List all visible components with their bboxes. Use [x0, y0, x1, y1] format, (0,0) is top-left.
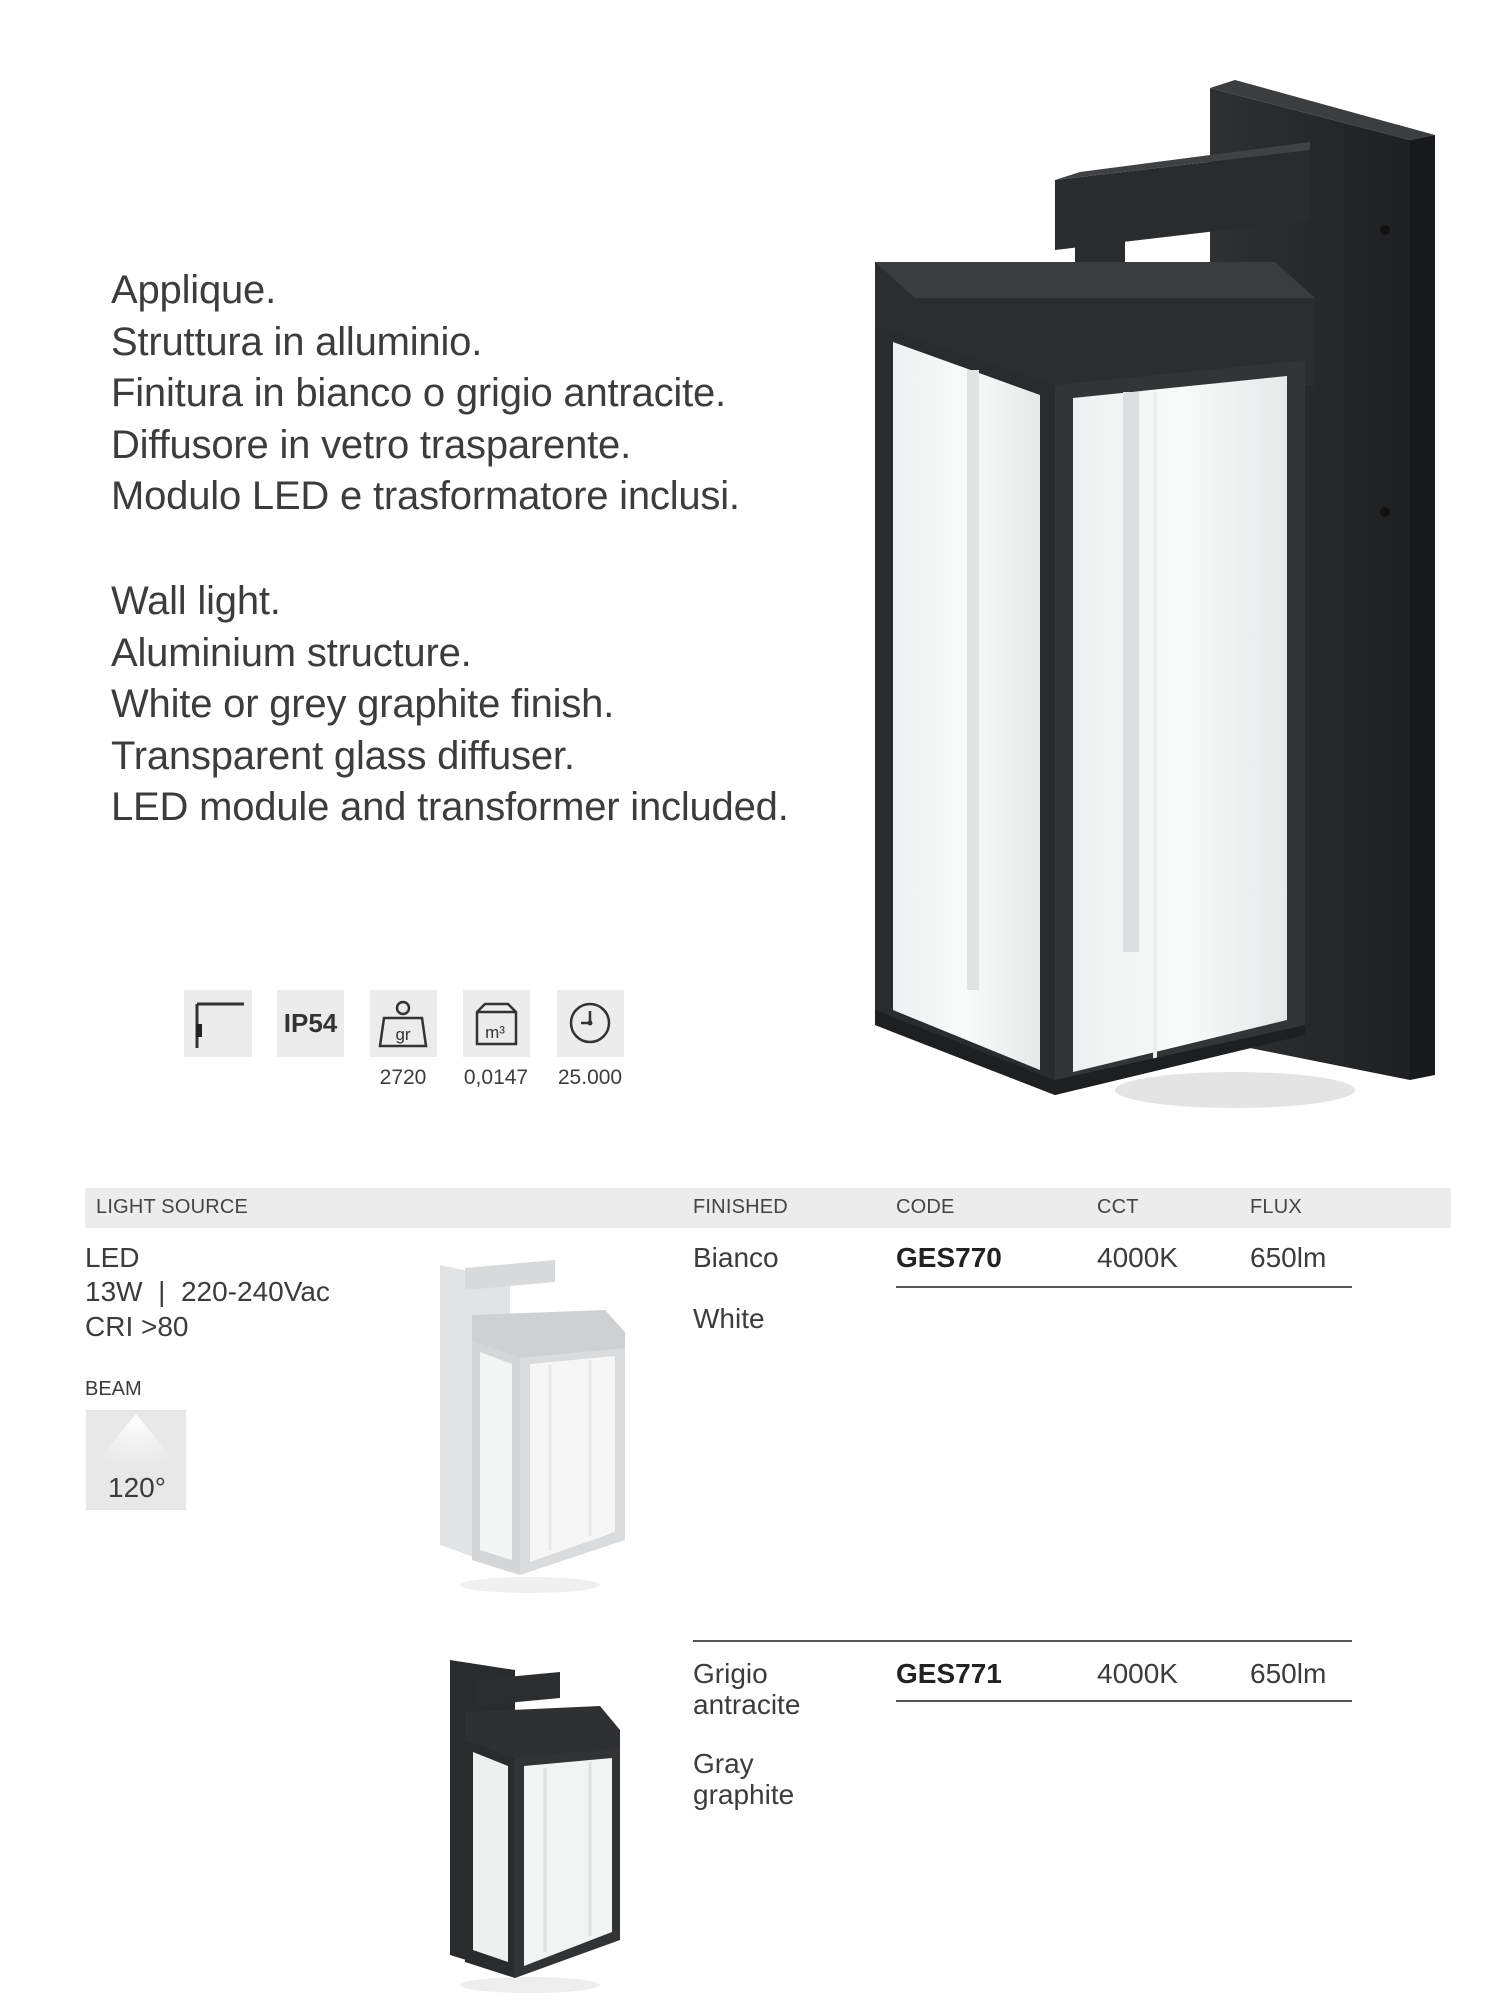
volume-value: 0,0147	[463, 1066, 529, 1089]
finish-en: Gray graphite	[693, 1748, 795, 1810]
volume-m3-icon	[463, 990, 530, 1057]
beam-label: BEAM	[85, 1378, 142, 1400]
ip-rating-label: IP54	[283, 1008, 338, 1038]
finish-it: Bianco	[693, 1242, 779, 1273]
header-light-source: LIGHT SOURCE	[96, 1196, 249, 1218]
description-line: Finitura in bianco o grigio antracite.	[111, 371, 726, 415]
description-line: Aluminium structure.	[111, 630, 472, 675]
row-divider	[896, 1286, 1352, 1288]
description-line: Applique.	[111, 268, 276, 312]
product-code: GES771	[896, 1658, 1002, 1689]
light-source-cri: CRI >80	[85, 1311, 189, 1342]
flux-value: 650lm	[1250, 1658, 1327, 1689]
ip-rating-badge	[277, 990, 344, 1057]
row-divider	[693, 1640, 1352, 1642]
description-line: LED module and transformer included.	[111, 785, 789, 829]
cct-value: 4000K	[1097, 1658, 1178, 1689]
header-code: CODE	[896, 1196, 955, 1218]
header-flux: FLUX	[1250, 1196, 1302, 1218]
svg-text:gr: gr	[395, 1025, 411, 1044]
beam-angle: 120°	[108, 1472, 166, 1503]
finish-it: Grigio antracite	[693, 1658, 801, 1720]
row-divider	[896, 1700, 1352, 1702]
flux-value: 650lm	[1250, 1242, 1327, 1273]
svg-text:m³: m³	[485, 1023, 505, 1042]
lifetime-value: 25.000	[557, 1066, 623, 1089]
product-hero-image	[855, 80, 1455, 1140]
light-source-type: LED	[85, 1242, 140, 1273]
weight-value: 2720	[379, 1066, 427, 1089]
description-line: Struttura in alluminio.	[111, 319, 483, 364]
header-cct: CCT	[1097, 1196, 1139, 1218]
product-thumb-white	[430, 1240, 630, 1595]
description-line: Diffusore in vetro trasparente.	[111, 422, 631, 467]
weight-gr-icon	[370, 990, 437, 1057]
light-source-power: 13W | 220-240Vac	[85, 1276, 330, 1307]
cct-value: 4000K	[1097, 1242, 1178, 1273]
wall-mount-icon	[184, 990, 252, 1057]
product-thumb-graphite	[430, 1640, 630, 1995]
beam-diagram	[86, 1410, 186, 1510]
description-english	[111, 576, 789, 834]
finish-en: White	[693, 1303, 765, 1334]
product-code: GES770	[896, 1242, 1002, 1273]
clock-icon	[557, 990, 624, 1057]
description-italian	[111, 265, 740, 523]
description-line: Transparent glass diffuser.	[111, 733, 575, 778]
description-line: Modulo LED e trasformatore inclusi.	[111, 474, 740, 518]
description-line: Wall light.	[111, 579, 281, 623]
description-line: White or grey graphite finish.	[111, 682, 615, 726]
header-finished: FINISHED	[693, 1196, 788, 1218]
